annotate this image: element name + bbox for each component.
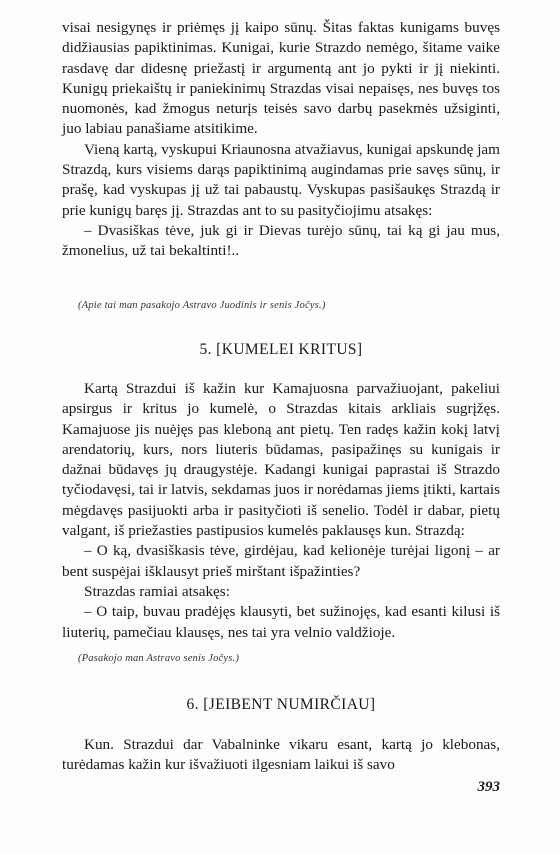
section-heading: 6. [JEIBENT NUMIRČIAU] — [186, 696, 376, 713]
page-number: 393 — [477, 779, 500, 795]
source-note: (Apie tai man pasakojo Astravo Juodinis ir senis Jočys.) — [78, 300, 326, 311]
text-block-story-5 — [62, 379, 500, 643]
dialogue-line: – Dvasiškas tėve, juk gi ir Dievas turėjo sūnų, tai ką gi jau mus, žmonelius, už tai bekaltinti!.. — [62, 221, 500, 260]
paragraph: Strazdas ramiai atsakęs: — [84, 582, 230, 600]
text-block-story-6 — [62, 735, 500, 776]
paragraph: Kartą Strazdui iš kažin kur Kamajuosna parvažiuojant, pakeliui apsirgus ir kritus jo kumelė, o Strazdas kitais arkliais sugrįžęs. Kamajuose jis nuėjęs pas kleboną ant pietų. Ten radęs kažin kokį latvį arendatorių, kurs, nors liuteris būdamas, pasipažinęs su kunigais ir dažnai būdavęs jų draugystėje. Kadangi kunigai paprastai iš Strazdo tyčiodavęsi, tai ir latvis, sekdamas juos ir norėdamas jiems įtikti, kartais mėgdavęs pasijuokti arba ir pasityčioti iš senelio. Todėl ir dabar, pietų valgant, iš priežasties pastipusios kumelės paklausęs kun. Strazdą: — [62, 380, 500, 540]
paragraph: visai nesigynęs ir priėmęs jį kaipo sūnų. Šitas faktas kunigams buvęs didžiausias papiktinimas. Kunigai, kurie Strazdo nemėgo, šitame vaike rasdavę dar didesnę priežastį ir argumentą ant jo pykti ir jį niekinti. Kunigų priekaištų ir paniekinimų Strazdas visai nepaisęs, nes buvęs tos nuomonės, kad žmogus neturįs teisės savo darbų pasekmės užsiginti, juo labiau panašiame atsitikime. — [62, 19, 500, 138]
dialogue-line: – O ką, dvasiškasis tėve, girdėjau, kad kelionėje turėjai ligonį – ar bent suspėjai išklausyt prieš mirštant išpažinties? — [62, 542, 500, 580]
dialogue-line: – O taip, buvau pradėjęs klausyti, bet sužinojęs, kad esanti kilusi iš liuterių, pamečiau klausęs, nes tai yra velnio valdžioje. — [62, 603, 500, 641]
section-heading: 5. [KUMELEI KRITUS] — [199, 341, 363, 358]
source-note: (Pasakojo man Astravo senis Jočys.) — [78, 653, 240, 664]
paragraph: Kun. Strazdui dar Vabalninke vikaru esant, kartą jo klebonas, turėdamas kažin kur išvažiuoti ilgesniam laikui iš savo — [62, 736, 500, 774]
paragraph: Vieną kartą, vyskupui Kriaunosna atvažiavus, kunigai apskundę jam Strazdą, kurs visiems darąs papiktinimą augindamas prie savęs sūnų, ir prašę, kad vyskupas jį už tai pabaustų. Vyskupas pasišaukęs Strazdą ir prie kunigų baręs jį. Strazdas ant to su pasityčiojimu atsakęs: — [62, 140, 500, 219]
text-block-story-4-end — [62, 18, 500, 262]
